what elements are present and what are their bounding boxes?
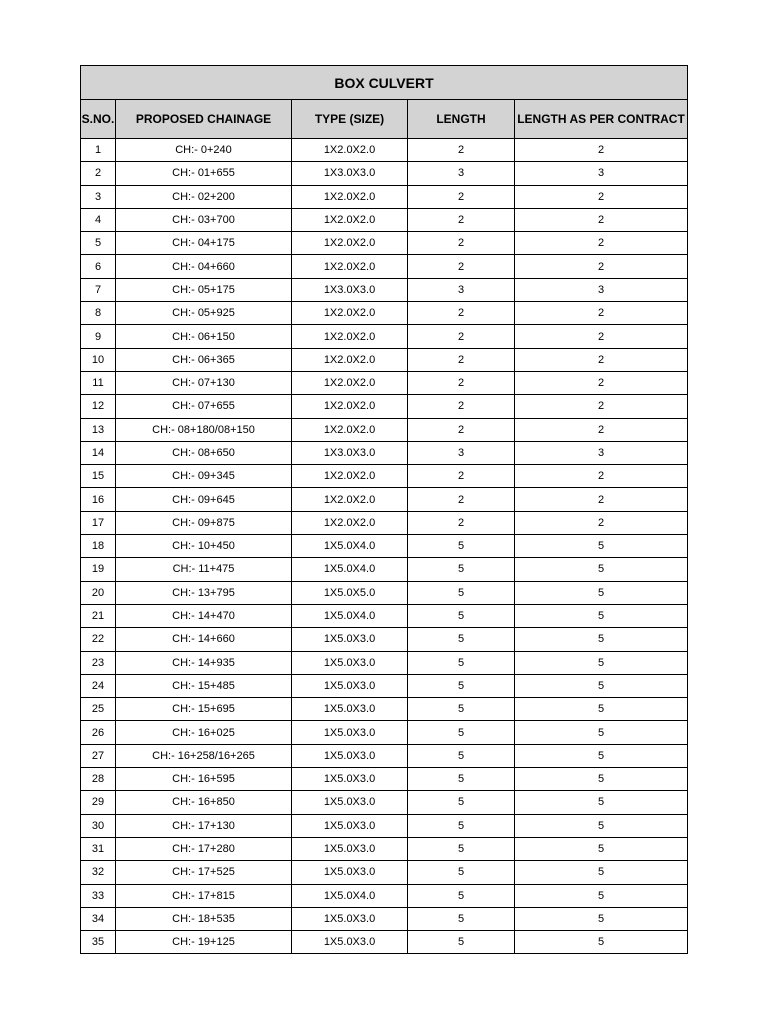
cell-chainage: CH:- 14+470 <box>116 604 292 627</box>
cell-chainage: CH:- 05+175 <box>116 278 292 301</box>
cell-length-contract: 2 <box>515 139 688 162</box>
cell-length-contract: 2 <box>515 325 688 348</box>
cell-sno: 26 <box>81 721 116 744</box>
cell-type-size: 1X3.0X3.0 <box>292 441 408 464</box>
cell-chainage: CH:- 08+180/08+150 <box>116 418 292 441</box>
cell-sno: 28 <box>81 768 116 791</box>
cell-length: 5 <box>408 744 515 767</box>
cell-chainage: CH:- 17+815 <box>116 884 292 907</box>
cell-length-contract: 5 <box>515 651 688 674</box>
cell-length-contract: 5 <box>515 791 688 814</box>
cell-chainage: CH:- 09+875 <box>116 511 292 534</box>
cell-sno: 34 <box>81 907 116 930</box>
header-length-as-per-contract: LENGTH AS PER CONTRACT <box>515 100 688 139</box>
cell-length: 5 <box>408 674 515 697</box>
table-row <box>81 162 688 185</box>
table-row <box>81 395 688 418</box>
cell-sno: 20 <box>81 581 116 604</box>
cell-length: 5 <box>408 884 515 907</box>
cell-length-contract: 5 <box>515 837 688 860</box>
cell-type-size: 1X2.0X2.0 <box>292 302 408 325</box>
header-type-size: TYPE (SIZE) <box>292 100 408 139</box>
cell-length: 2 <box>408 511 515 534</box>
header-sno: S.NO. <box>81 100 116 139</box>
cell-type-size: 1X2.0X2.0 <box>292 208 408 231</box>
cell-length: 2 <box>408 139 515 162</box>
cell-length-contract: 5 <box>515 907 688 930</box>
cell-type-size: 1X5.0X3.0 <box>292 744 408 767</box>
cell-length: 5 <box>408 604 515 627</box>
table-row <box>81 604 688 627</box>
cell-type-size: 1X2.0X2.0 <box>292 255 408 278</box>
cell-sno: 7 <box>81 278 116 301</box>
header-proposed-chainage: PROPOSED CHAINAGE <box>116 100 292 139</box>
cell-length: 2 <box>408 232 515 255</box>
cell-chainage: CH:- 06+150 <box>116 325 292 348</box>
cell-sno: 19 <box>81 558 116 581</box>
cell-sno: 23 <box>81 651 116 674</box>
cell-length: 3 <box>408 162 515 185</box>
cell-length-contract: 3 <box>515 441 688 464</box>
cell-sno: 10 <box>81 348 116 371</box>
cell-type-size: 1X5.0X3.0 <box>292 698 408 721</box>
cell-length: 5 <box>408 837 515 860</box>
cell-sno: 17 <box>81 511 116 534</box>
cell-chainage: CH:- 16+595 <box>116 768 292 791</box>
cell-chainage: CH:- 16+850 <box>116 791 292 814</box>
cell-chainage: CH:- 10+450 <box>116 535 292 558</box>
cell-length: 5 <box>408 768 515 791</box>
table-row <box>81 814 688 837</box>
cell-chainage: CH:- 03+700 <box>116 208 292 231</box>
cell-chainage: CH:- 09+645 <box>116 488 292 511</box>
cell-chainage: CH:- 16+025 <box>116 721 292 744</box>
cell-length: 2 <box>408 208 515 231</box>
cell-chainage: CH:- 19+125 <box>116 931 292 954</box>
cell-length: 2 <box>408 418 515 441</box>
table-row <box>81 884 688 907</box>
cell-length: 3 <box>408 441 515 464</box>
cell-sno: 29 <box>81 791 116 814</box>
cell-length-contract: 5 <box>515 768 688 791</box>
cell-sno: 33 <box>81 884 116 907</box>
cell-type-size: 1X5.0X4.0 <box>292 884 408 907</box>
table-row <box>81 535 688 558</box>
cell-type-size: 1X5.0X3.0 <box>292 628 408 651</box>
cell-length-contract: 2 <box>515 488 688 511</box>
cell-length: 2 <box>408 185 515 208</box>
cell-length: 5 <box>408 791 515 814</box>
cell-sno: 32 <box>81 861 116 884</box>
table-row <box>81 628 688 651</box>
table-row <box>81 325 688 348</box>
cell-type-size: 1X5.0X5.0 <box>292 581 408 604</box>
cell-chainage: CH:- 09+345 <box>116 465 292 488</box>
cell-type-size: 1X5.0X4.0 <box>292 558 408 581</box>
cell-chainage: CH:- 0+240 <box>116 139 292 162</box>
cell-type-size: 1X2.0X2.0 <box>292 371 408 394</box>
cell-length-contract: 5 <box>515 744 688 767</box>
table-row <box>81 278 688 301</box>
cell-sno: 5 <box>81 232 116 255</box>
table-row <box>81 371 688 394</box>
table-body <box>81 139 688 954</box>
cell-length-contract: 2 <box>515 418 688 441</box>
cell-length: 2 <box>408 255 515 278</box>
cell-sno: 24 <box>81 674 116 697</box>
cell-length-contract: 2 <box>515 465 688 488</box>
cell-length-contract: 5 <box>515 698 688 721</box>
cell-sno: 11 <box>81 371 116 394</box>
cell-type-size: 1X3.0X3.0 <box>292 278 408 301</box>
cell-sno: 14 <box>81 441 116 464</box>
cell-type-size: 1X5.0X3.0 <box>292 791 408 814</box>
cell-chainage: CH:- 04+660 <box>116 255 292 278</box>
table-row <box>81 698 688 721</box>
table-row <box>81 255 688 278</box>
table-row <box>81 348 688 371</box>
cell-type-size: 1X5.0X3.0 <box>292 931 408 954</box>
cell-type-size: 1X2.0X2.0 <box>292 185 408 208</box>
cell-type-size: 1X5.0X3.0 <box>292 907 408 930</box>
cell-chainage: CH:- 07+655 <box>116 395 292 418</box>
cell-type-size: 1X5.0X3.0 <box>292 721 408 744</box>
table-row <box>81 418 688 441</box>
cell-type-size: 1X5.0X3.0 <box>292 837 408 860</box>
cell-length: 5 <box>408 721 515 744</box>
cell-chainage: CH:- 17+130 <box>116 814 292 837</box>
table-row <box>81 208 688 231</box>
cell-chainage: CH:- 05+925 <box>116 302 292 325</box>
cell-length: 5 <box>408 931 515 954</box>
cell-length: 5 <box>408 558 515 581</box>
cell-sno: 31 <box>81 837 116 860</box>
cell-chainage: CH:- 01+655 <box>116 162 292 185</box>
cell-length: 2 <box>408 465 515 488</box>
table-row <box>81 511 688 534</box>
cell-length: 2 <box>408 395 515 418</box>
cell-sno: 3 <box>81 185 116 208</box>
table-row <box>81 185 688 208</box>
cell-sno: 12 <box>81 395 116 418</box>
cell-length-contract: 2 <box>515 371 688 394</box>
cell-length: 5 <box>408 581 515 604</box>
cell-type-size: 1X2.0X2.0 <box>292 465 408 488</box>
cell-length: 5 <box>408 814 515 837</box>
box-culvert-table <box>80 65 688 954</box>
cell-chainage: CH:- 14+660 <box>116 628 292 651</box>
cell-type-size: 1X2.0X2.0 <box>292 232 408 255</box>
cell-sno: 35 <box>81 931 116 954</box>
table-row <box>81 768 688 791</box>
cell-length: 2 <box>408 371 515 394</box>
cell-length: 2 <box>408 325 515 348</box>
cell-sno: 25 <box>81 698 116 721</box>
table-row <box>81 302 688 325</box>
table-row <box>81 488 688 511</box>
cell-chainage: CH:- 11+475 <box>116 558 292 581</box>
table-row <box>81 837 688 860</box>
cell-length: 5 <box>408 651 515 674</box>
cell-length-contract: 5 <box>515 721 688 744</box>
cell-type-size: 1X2.0X2.0 <box>292 418 408 441</box>
table-row <box>81 558 688 581</box>
cell-length: 2 <box>408 348 515 371</box>
table-title: BOX CULVERT <box>81 66 688 100</box>
cell-length-contract: 2 <box>515 185 688 208</box>
cell-chainage: CH:- 04+175 <box>116 232 292 255</box>
table-row <box>81 232 688 255</box>
cell-length-contract: 2 <box>515 395 688 418</box>
table-row <box>81 721 688 744</box>
cell-length: 5 <box>408 907 515 930</box>
cell-sno: 22 <box>81 628 116 651</box>
cell-type-size: 1X2.0X2.0 <box>292 139 408 162</box>
cell-length-contract: 5 <box>515 535 688 558</box>
cell-sno: 1 <box>81 139 116 162</box>
cell-type-size: 1X2.0X2.0 <box>292 348 408 371</box>
cell-length: 2 <box>408 488 515 511</box>
cell-length: 2 <box>408 302 515 325</box>
cell-chainage: CH:- 17+525 <box>116 861 292 884</box>
cell-length-contract: 2 <box>515 511 688 534</box>
table-row <box>81 931 688 954</box>
cell-type-size: 1X5.0X4.0 <box>292 604 408 627</box>
cell-chainage: CH:- 06+365 <box>116 348 292 371</box>
cell-chainage: CH:- 18+535 <box>116 907 292 930</box>
cell-length-contract: 3 <box>515 278 688 301</box>
cell-length-contract: 5 <box>515 558 688 581</box>
cell-length-contract: 5 <box>515 674 688 697</box>
cell-length-contract: 5 <box>515 628 688 651</box>
cell-sno: 30 <box>81 814 116 837</box>
cell-type-size: 1X5.0X3.0 <box>292 674 408 697</box>
cell-type-size: 1X5.0X3.0 <box>292 861 408 884</box>
cell-sno: 15 <box>81 465 116 488</box>
table-row <box>81 465 688 488</box>
cell-length-contract: 5 <box>515 931 688 954</box>
cell-length-contract: 2 <box>515 348 688 371</box>
cell-chainage: CH:- 15+695 <box>116 698 292 721</box>
cell-chainage: CH:- 13+795 <box>116 581 292 604</box>
cell-length-contract: 2 <box>515 255 688 278</box>
cell-sno: 13 <box>81 418 116 441</box>
table-row <box>81 581 688 604</box>
cell-type-size: 1X2.0X2.0 <box>292 325 408 348</box>
cell-sno: 27 <box>81 744 116 767</box>
cell-chainage: CH:- 08+650 <box>116 441 292 464</box>
table-row <box>81 861 688 884</box>
table-row <box>81 907 688 930</box>
cell-chainage: CH:- 15+485 <box>116 674 292 697</box>
cell-length-contract: 3 <box>515 162 688 185</box>
cell-sno: 2 <box>81 162 116 185</box>
cell-length: 3 <box>408 278 515 301</box>
cell-length: 5 <box>408 698 515 721</box>
cell-chainage: CH:- 14+935 <box>116 651 292 674</box>
cell-sno: 9 <box>81 325 116 348</box>
cell-length-contract: 5 <box>515 884 688 907</box>
cell-chainage: CH:- 02+200 <box>116 185 292 208</box>
cell-length: 5 <box>408 628 515 651</box>
header-length: LENGTH <box>408 100 515 139</box>
table-row <box>81 744 688 767</box>
cell-type-size: 1X2.0X2.0 <box>292 488 408 511</box>
table-row <box>81 139 688 162</box>
cell-sno: 16 <box>81 488 116 511</box>
cell-length-contract: 5 <box>515 604 688 627</box>
cell-chainage: CH:- 17+280 <box>116 837 292 860</box>
cell-type-size: 1X2.0X2.0 <box>292 395 408 418</box>
cell-sno: 18 <box>81 535 116 558</box>
cell-type-size: 1X3.0X3.0 <box>292 162 408 185</box>
table-title-row <box>81 66 688 100</box>
cell-type-size: 1X5.0X4.0 <box>292 535 408 558</box>
cell-length-contract: 2 <box>515 208 688 231</box>
table-row <box>81 441 688 464</box>
cell-type-size: 1X5.0X3.0 <box>292 768 408 791</box>
table-row <box>81 674 688 697</box>
cell-sno: 4 <box>81 208 116 231</box>
cell-length: 5 <box>408 861 515 884</box>
cell-length: 5 <box>408 535 515 558</box>
cell-length-contract: 5 <box>515 581 688 604</box>
cell-sno: 6 <box>81 255 116 278</box>
cell-length-contract: 5 <box>515 861 688 884</box>
table-row <box>81 651 688 674</box>
cell-chainage: CH:- 07+130 <box>116 371 292 394</box>
cell-type-size: 1X5.0X3.0 <box>292 651 408 674</box>
cell-length-contract: 2 <box>515 232 688 255</box>
cell-sno: 8 <box>81 302 116 325</box>
cell-length-contract: 2 <box>515 302 688 325</box>
table-header-row <box>81 100 688 139</box>
cell-type-size: 1X5.0X3.0 <box>292 814 408 837</box>
cell-length-contract: 5 <box>515 814 688 837</box>
cell-sno: 21 <box>81 604 116 627</box>
table-row <box>81 791 688 814</box>
cell-type-size: 1X2.0X2.0 <box>292 511 408 534</box>
cell-chainage: CH:- 16+258/16+265 <box>116 744 292 767</box>
